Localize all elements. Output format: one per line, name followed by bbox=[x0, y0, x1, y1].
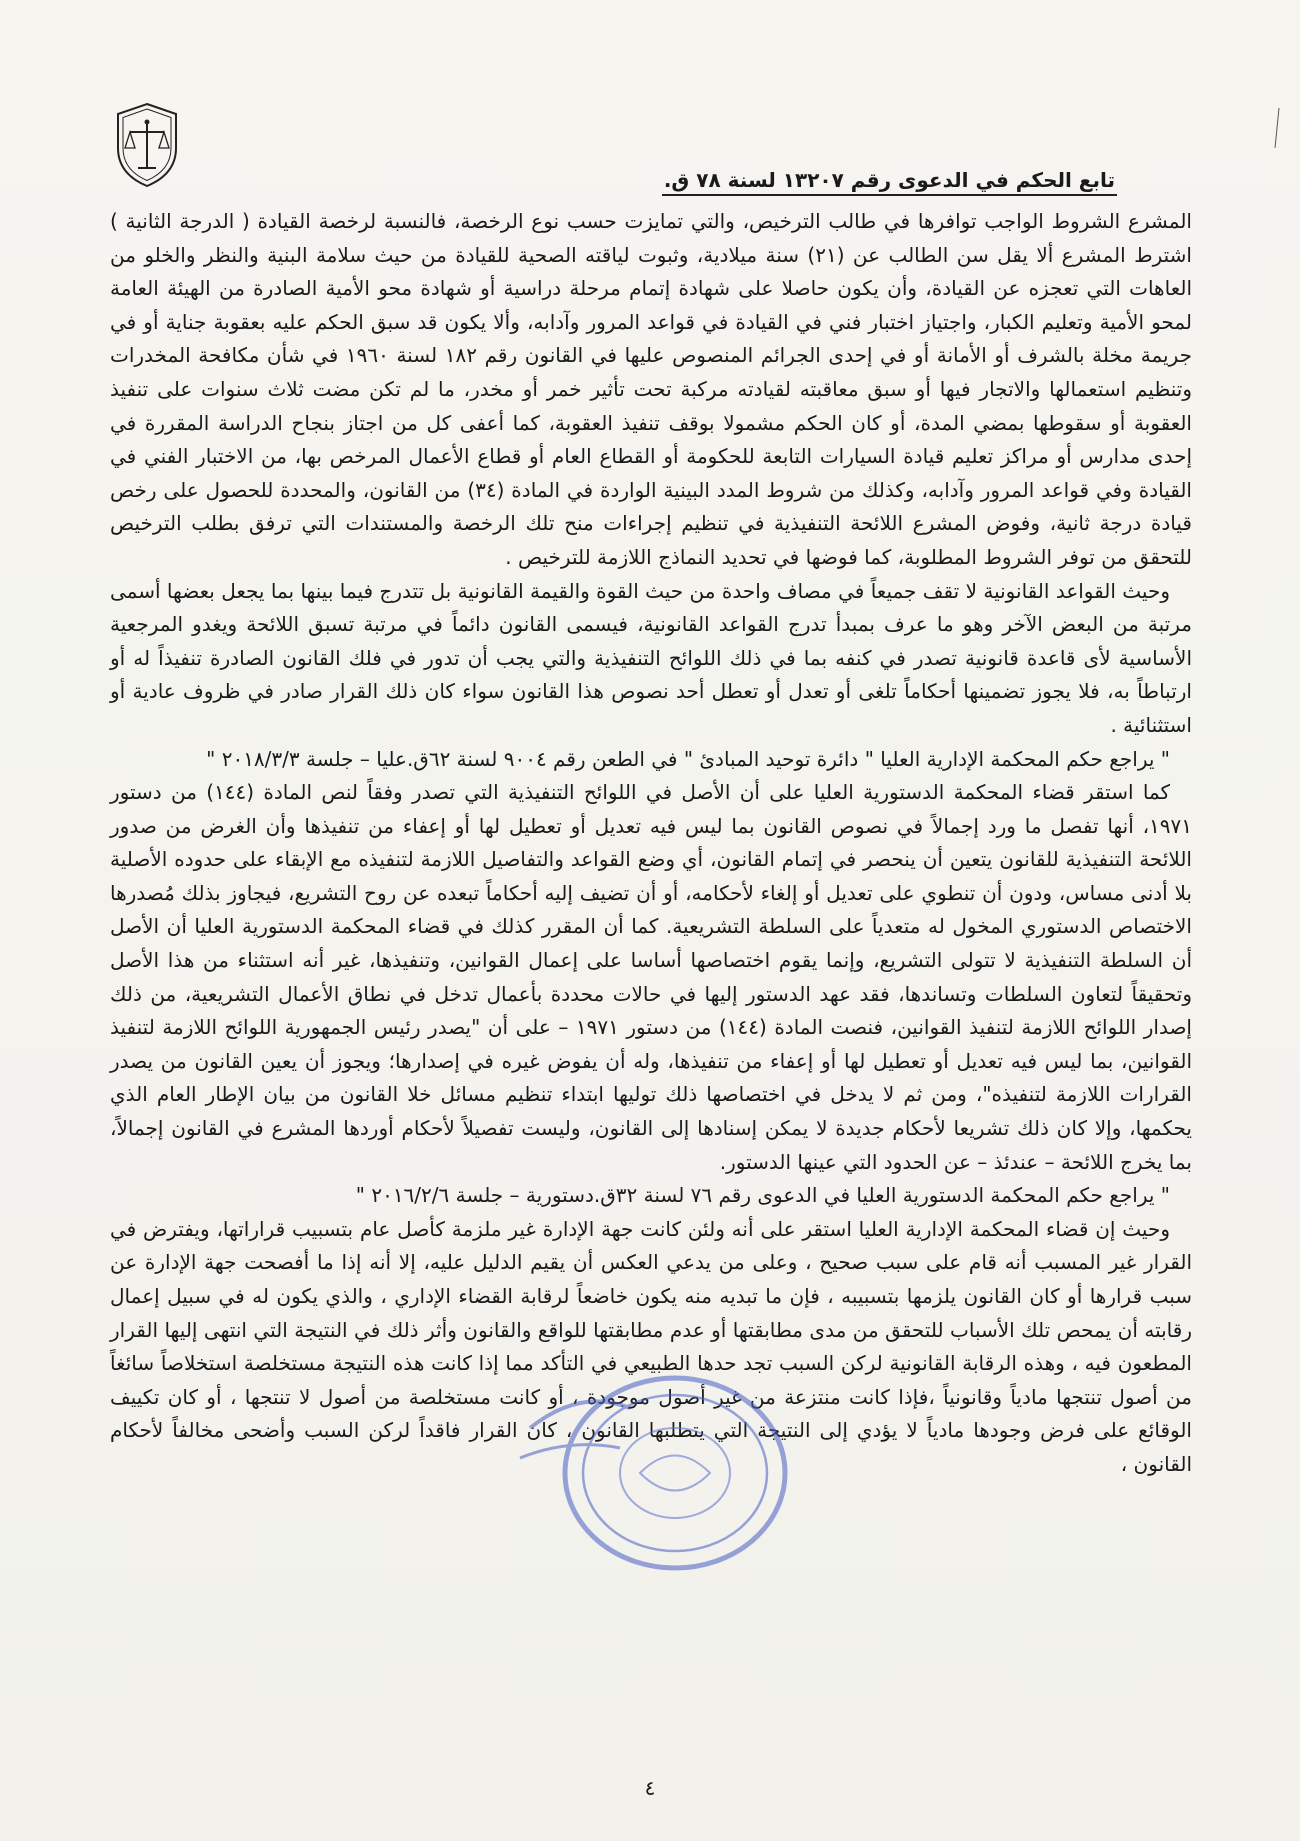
case-header: تابع الحكم في الدعوى رقم ١٣٢٠٧ لسنة ٧٨ ق. bbox=[662, 168, 1117, 196]
scan-mark-icon bbox=[1274, 108, 1280, 148]
paragraph-legal-hierarchy: وحيث القواعد القانونية لا تقف جميعاً في مصاف واحدة من حيث القوة والقيمة القانونية بل تتدرج فيما بينها بما يجعل بعضها أسمى مرتبة من البعض الآخر وهو ما عرف بمبدأ تدرج القواعد القانونية، فيسمى القانون دائماً في مرتبة تسبق اللائحة ويغدو المرجعية الأساسية لأى قاعدة قانونية تصدر في كنفه بما في ذلك اللوائح التنفيذية والتي يجب أن تدور في فلك القانون الصادرة تنفيذاً له أو ارتباطاً به، فلا يجوز تضمينها أحكاماً تلغى أو تعدل أو تعطل أحد نصوص هذا القانون سواء كان ذلك القرار صادر في ظروف عادية أو استثنائية . bbox=[110, 578, 1192, 737]
judgment-body bbox=[110, 205, 1192, 1482]
council-of-state-seal-icon bbox=[112, 100, 182, 190]
page-number: ٤ bbox=[644, 1776, 656, 1800]
citation-constitutional-court: " يراجع حكم المحكمة الدستورية العليا في الدعوى رقم ٧٦ لسنة ٣٢ق.دستورية – جلسة ٢٠١٦/٢/٦ " bbox=[355, 1183, 1170, 1208]
paragraph-decision-reasoning: وحيث إن قضاء المحكمة الإدارية العليا استقر على أنه ولئن كانت جهة الإدارة غير ملزمة كأصل عام بتسبيب قراراتها، ويفترض في القرار غير المسبب أنه قام على سبب صحيح ، وعلى من يدعي العكس أن يقيم الدليل عليه، إلا أنه إذا ما أفصحت جهة الإدارة عن سبب قرارها أو كان القانون يلزمها بتسبيبه ، فإن ما تبديه منه يكون خاضعاً لرقابة القضاء الإداري ، والذي يكون له في سبيل إعمال رقابته أن يمحص تلك الأسباب للتحقق من مدى مطابقتها أو عدم مطابقتها للواقع والقانون وأثر ذلك في النتيجة التي انتهى إليها القرار المطعون فيه ، وهذه الرقابة القانونية لركن السبب تجد حدها الطبيعي في التأكد مما إذا كانت هذه النتيجة مستخلصة استخلاصاً سائغاً من أصول تنتجها مادياً وقانونياً ،فإذا كانت منتزعة من غير أصول موجودة ، أو كانت مستخلصة من أصول لا تنتجها ، أو كان تكييف الوقائع على فرض وجودها مادياً لا يؤدي إلى النتيجة التي يتطلبها القانون ، كان القرار فاقداً لركن السبب وأضحى مخالفاً لأحكام القانون ، bbox=[110, 1216, 1192, 1476]
official-stamp-icon bbox=[500, 1368, 820, 1583]
paragraph-license-conditions: المشرع الشروط الواجب توافرها في طالب الترخيص، والتي تمايزت حسب نوع الرخصة، فالنسبة لرخصة القيادة ( الدرجة الثانية ) اشترط المشرع ألا يقل سن الطالب عن (٢١) سنة ميلادية، وثبوت لياقته الصحية للقيادة من حيث سلامة البنية والنظر والخلو من العاهات التي تعجزه عن القيادة، وأن يكون حاصلا على شهادة إتمام مرحلة دراسية أو شهادة محو الأمية الصادرة من الهيئة العامة لمحو الأمية وتعليم الكبار، واجتياز اختبار فني في القيادة في قواعد المرور وآدابه، وألا يكون قد سبق الحكم عليه بعقوبة جناية أو في جريمة مخلة بالشرف أو الأمانة أو في إحدى الجرائم المنصوص عليها في القانون رقم ١٨٢ لسنة ١٩٦٠ في شأن مكافحة المخدرات وتنظيم استعمالها والاتجار فيها أو سبق معاقبته لقيادته مركبة تحت تأثير خمر أو مخدر، ما لم تكن مضت ثلاث سنوات على تنفيذ العقوبة أو سقوطها بمضي المدة، أو كان الحكم مشمولا بوقف تنفيذ العقوبة، كما أعفى كل من اجتاز بنجاح الدراسة المقررة في إحدى مدارس أو مراكز تعليم قيادة السيارات التابعة للحكومة أو القطاع العام أو قطاع الأعمال المرخص بها، من الاختبار الفني في القيادة وفي قواعد المرور وآدابه، وكذلك من شروط المدد البينية الواردة في المادة (٣٤) من القانون، والمحددة للحصول على رخص قيادة درجة ثانية، وفوض المشرع اللائحة التنفيذية في تنظيم إجراءات منح تلك الرخصة والمستندات التي ترفق بطلب الترخيص للتحقق من توفر الشروط المطلوبة، كما فوضها في تحديد النماذج اللازمة للترخيص . bbox=[110, 209, 1192, 569]
citation-administrative-court: " يراجع حكم المحكمة الإدارية العليا " دائرة توحيد المبادئ " في الطعن رقم ٩٠٠٤ لسنة ٦٢ق.عليا – جلسة ٢٠١٨/٣/٣ " bbox=[206, 746, 1170, 771]
paragraph-executive-regulations: كما استقر قضاء المحكمة الدستورية العليا على أن الأصل في اللوائح التنفيذية التي تصدر وفقاً لنص المادة (١٤٤) من دستور ١٩٧١، أنها تفصل ما ورد إجمالاً في نصوص القانون بما ليس فيه تعديل أو تعطيل لها أو إعفاء من تنفيذها وأن الغرض من صدور اللائحة التنفيذية للقانون يتعين أن ينحصر في إتمام القانون، أي وضع القواعد والتفاصيل اللازمة لتنفيذه مع الإبقاء على حدوده الأصلية بلا أدنى مساس، ودون أن تنطوي على تعديل أو إلغاء لأحكامه، أو أن تضيف إليه أحكاماً تبعده عن روح التشريع، فيجاوز بذلك مُصدرها الاختصاص الدستوري المخول له متعدياً على السلطة التشريعية. كما أن المقرر كذلك في قضاء المحكمة الدستورية العليا أن الأصل أن السلطة التنفيذية لا تتولى التشريع، وإنما يقوم اختصاصها أساسا على إعمال القوانين، وتنفيذها، غير أنه استثناء من هذا الأصل وتحقيقاً لتعاون السلطات وتساندها، فقد عهد الدستور إليها في حالات محددة بأعمال تدخل في نطاق الأعمال التشريعية، من ذلك إصدار اللوائح اللازمة لتنفيذ القوانين، فنصت المادة (١٤٤) من دستور ١٩٧١ – على أن "يصدر رئيس الجمهورية اللوائح اللازمة لتنفيذ القوانين، بما ليس فيه تعديل أو تعطيل لها أو إعفاء من تنفيذها، وله أن يفوض غيره في إصدارها؛ ويجوز أن يعين القانون من يصدر القرارات اللازمة لتنفيذه"، ومن ثم لا يدخل في اختصاصها ذلك توليها ابتداء تنظيم مسائل خلا القانون من بيان الإطار العام الذي يحكمها، وإلا كان ذلك تشريعا لأحكام جديدة لا يمكن إسنادها إلى القانون، وليست تفصيلاً لأحكام أوردها المشرع في القانون إجمالاً، بما يخرج اللائحة – عندئذ – عن الحدود التي عينها الدستور. bbox=[110, 780, 1192, 1174]
